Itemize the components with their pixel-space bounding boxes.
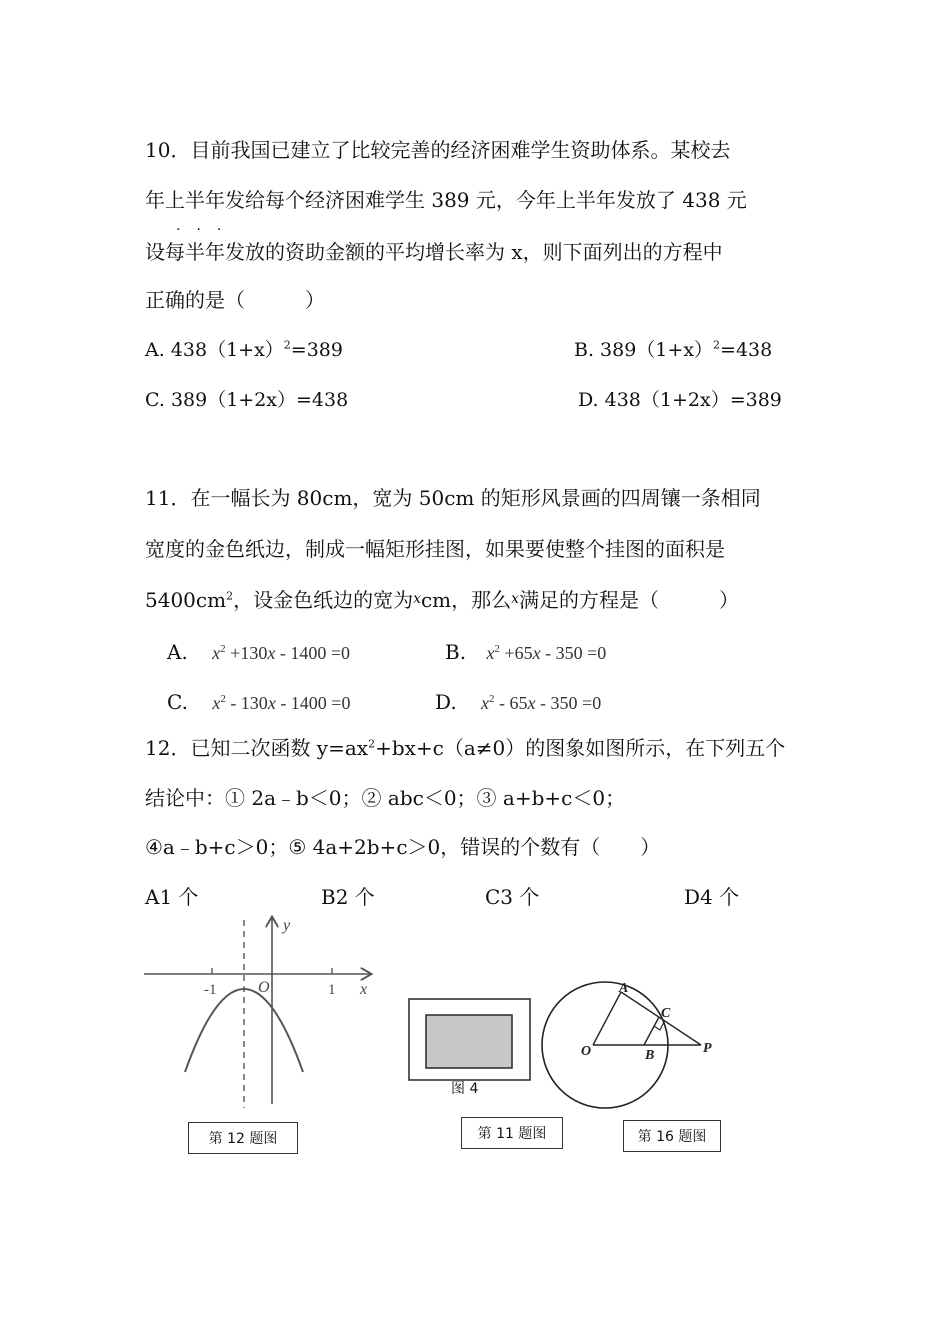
point-b-label: B [645,1048,655,1063]
tick-label-neg-one: -1 [204,982,217,998]
inner-picture [426,1015,512,1068]
q10-line4: 正确的是（ ） [145,288,325,312]
q11-option-d: D. $x^2 - 65x - 350 =0$ [435,690,602,714]
q12-option-b: B2 个 [321,885,375,909]
q10-line3: 设每半年发放的资助金额的平均增长率为 x，则下面列出的方程中 [145,240,723,264]
tick-label-one: 1 [328,982,336,998]
q11-line2: 宽度的金色纸边，制成一幅矩形挂图，如果要使整个挂图的面积是 [145,537,725,561]
q12-option-c: C3 个 [485,885,540,909]
caption-figure-12: 第 12 题图 [188,1122,298,1154]
point-p-label: P [703,1041,712,1056]
q10-option-c: C. 389（1+2x）=438 [145,389,349,411]
q10-option-b: B. $389(1+x)^2=438$ [574,338,773,361]
x-axis-label: x [360,981,368,998]
q10-option-a: A. $438(1+x)^2=389$ [145,338,343,361]
q12-line2: 结论中：① 2a﹣b＜0；② abc＜0；③ a+b+c＜0； [145,786,626,810]
caption-figure-11: 第 11 题图 [461,1117,563,1149]
y-axis-label: y [283,917,291,934]
point-o-label: O [581,1044,592,1059]
q11-line3: $5400cm^2$，设金色纸边的宽为$^x$cm，那么$^x$满足的方程是（ ） [145,588,740,612]
origin-label: O [258,979,270,996]
parabola-figure [140,912,380,1112]
caption-figure-16: 第 16 题图 [623,1120,721,1152]
point-c-label: C [661,1006,671,1021]
figure-4-label: 图 4 [451,1081,479,1097]
q12-option-a: A1 个 [145,885,199,909]
q12-line1: 12．已知二次函数 $y=ax^2+bx+c(a\ne 0)$的图象如图所示，在下列五个 [145,736,786,760]
q11-option-b: B. $x^2 +65x - 350 =0$ [445,640,607,664]
segment-bc [644,1017,659,1045]
circle-tangent-figure [535,980,725,1110]
q10-line1: 10．目前我国已建立了比较完善的经济困难学生资助体系。某校去 [145,138,731,162]
q11-option-a: A. $x^2 +130x - 1400 =0$ [167,640,350,664]
q12-line3: ④a﹣b+c＞0；⑤ 4a+2b+c＞0，错误的个数有（ ） [145,835,661,859]
q11-line1: 11．在一幅长为 80cm，宽为 50cm 的矩形风景画的四周镶一条相同 [145,486,761,510]
point-a-label: A [619,981,629,996]
framed-picture-figure [408,998,532,1082]
emphasis-dots: ... [176,218,238,234]
q12-option-d: D4 个 [684,885,740,909]
segment-oa [593,992,621,1045]
q11-option-c: C. $x^2 - 130x - 1400 =0$ [167,690,351,714]
q10-line2: 年上半年发给每个经济困难学生 389 元，今年上半年发放了 438 元 [145,188,747,212]
q10-option-d: D. 438（1+2x）=389 [578,389,782,411]
